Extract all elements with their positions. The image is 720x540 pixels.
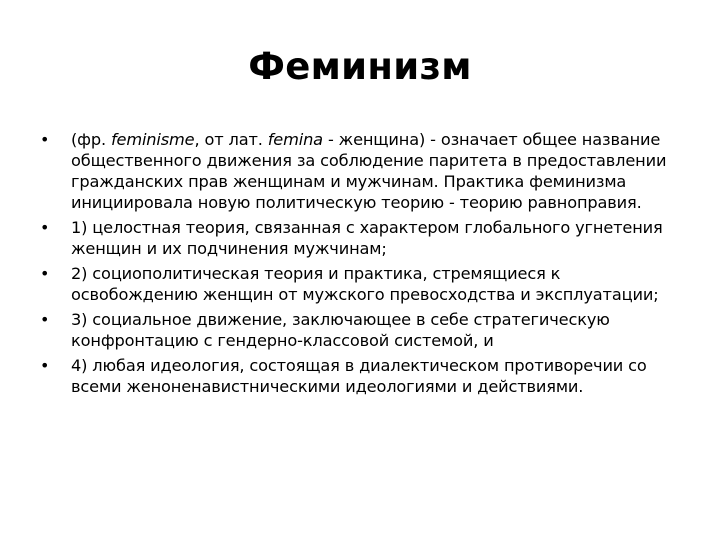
bullet-dot-icon: • [40,130,50,149]
bullet-text: 3) социальное движение, заключающее в себе стратегическую конфронтацию с гендерно-классовой системой, и [71,310,610,350]
bullet-item-intro [40,129,680,213]
bullet-text [71,130,666,212]
intro-italic-term: femina [267,130,323,149]
bullet-item [40,355,680,397]
bullet-dot-icon: • [40,310,50,329]
bullet-text: 4) любая идеология, состоящая в диалектическом противоречии со всеми женоненавистническими идеологиями и действиями. [71,356,647,396]
bullet-text: 2) социополитическая теория и практика, стремящиеся к освобождению женщин от мужского превосходства и эксплуатации; [71,264,659,304]
intro-text-part: (фр. [71,130,111,149]
intro-text-part: - женщина) - означает общее название общественного движения за соблюдение паритета в предоставлении гражданских прав женщинам и мужчинам. Практика феминизма инициировала новую политическую теорию - теорию равноправия. [71,130,667,212]
intro-italic-term: feminisme [110,130,195,149]
intro-text-part: , от лат. [194,130,268,149]
bullet-item [40,309,680,351]
bullet-item [40,217,680,259]
bullet-dot-icon: • [40,264,50,283]
bullet-dot-icon: • [40,356,50,375]
bullet-list [40,129,680,401]
slide-title: Феминизм [248,45,472,88]
bullet-dot-icon: • [40,218,50,237]
bullet-text: 1) целостная теория, связанная с характером глобального угнетения женщин и их подчинения мужчинам; [71,218,663,258]
bullet-item [40,263,680,305]
